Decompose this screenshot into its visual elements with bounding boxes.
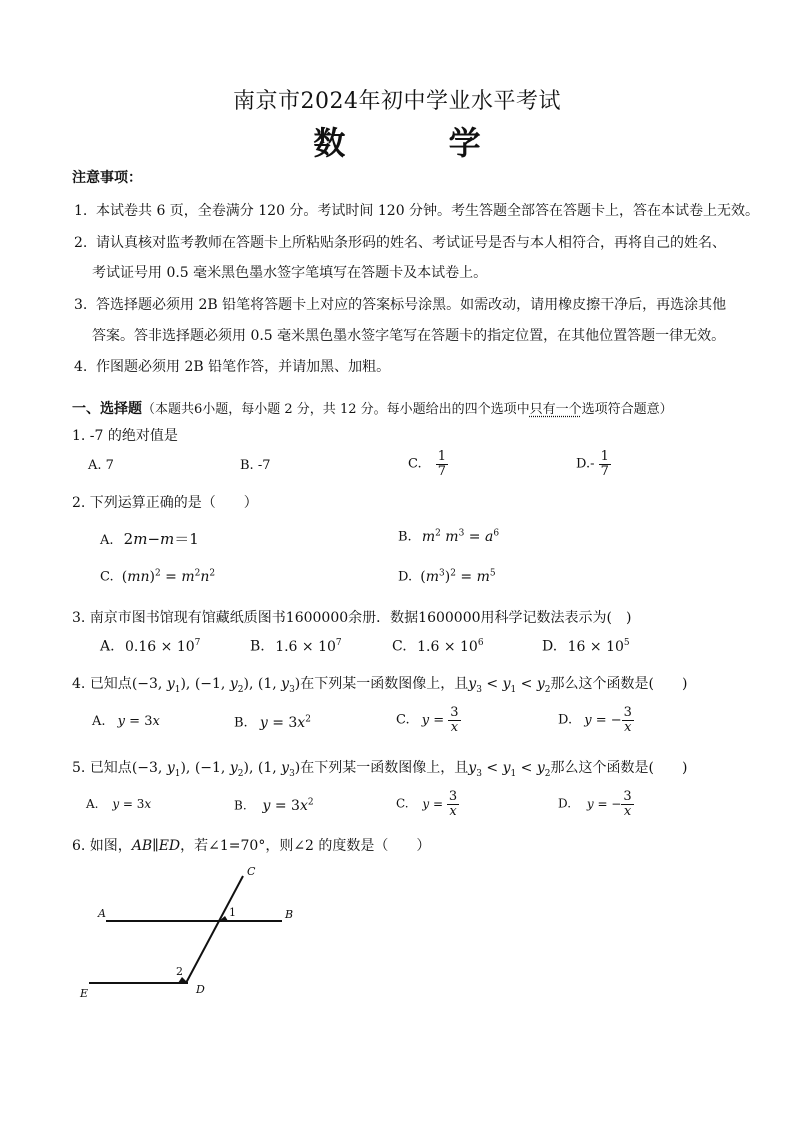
frac-num: 1	[600, 449, 609, 464]
note-item-3-cont: 答案。答非选择题必须用 0.5 毫米黑色墨水签字笔写在答题卡的指定位置，在其他位置答题一律无效。	[92, 328, 726, 344]
q3-option-a-exp: 7	[194, 638, 201, 648]
q3-option-b-exp: 7	[335, 638, 342, 648]
q2-option-d-label: D.	[398, 569, 413, 585]
q5-option-d	[558, 790, 634, 818]
q4-points: (−3, $y_1$), (−1, $y_2$), (1, $y_3$)	[131, 676, 301, 695]
q3-option-d-exp: 5	[623, 638, 630, 648]
q4-tail: 那么这个函数是( )	[550, 676, 688, 692]
q4-option-d-label: D.	[558, 712, 573, 728]
q3-option-c	[392, 638, 484, 655]
q4-option-c-label: C.	[396, 712, 410, 728]
q4-mid: 在下列某一函数图像上，且	[300, 676, 469, 692]
section-instruction-end: 选项符合题意）	[581, 402, 673, 417]
q1-option-c	[408, 450, 448, 478]
q6-figure	[70, 860, 330, 1005]
notes-heading: 注意事项：	[72, 170, 142, 186]
q5-option-d-math: y = − $\frac{3}{x}$	[586, 789, 632, 819]
q1-option-b: B. -7	[240, 458, 271, 473]
q2-option-a-math: 2m−m＝1	[123, 530, 199, 548]
q5-option-b-label: B.	[234, 798, 247, 813]
q5-number: 5.	[72, 760, 86, 776]
q3-option-a	[100, 638, 200, 655]
q1-option-d	[576, 450, 611, 478]
q5-option-c-label: C.	[396, 796, 409, 811]
note-text: 本试卷共 6 页，全卷满分 120 分。考试时间 120 分钟。考生答题全部答在答题卡上，答在本试卷上无效。	[96, 203, 760, 219]
q5-inequality: $y_3 < y_1 < y_2$	[468, 760, 551, 779]
q2-option-d-math: $(m^3)^2 = m^5$	[420, 568, 496, 585]
q2-option-b	[398, 528, 499, 545]
q5-option-b-math: $y = 3x^2$	[262, 797, 314, 814]
q5-option-a-math: y = 3x	[112, 797, 152, 811]
q2-option-a-label: A.	[100, 533, 114, 548]
note-item-3	[74, 294, 726, 314]
q4-stem	[72, 673, 687, 695]
q3-option-c-label: C.	[392, 638, 407, 655]
q2-option-d	[398, 568, 496, 585]
label-e: E	[80, 987, 89, 1000]
q1-option-a: A. 7	[88, 458, 114, 473]
q4-option-b-math: $y = 3x^2$	[259, 714, 311, 731]
q3-option-a-label: A.	[100, 638, 115, 655]
q6-parallel: AB∥ED	[131, 838, 181, 854]
q3-option-b-value: 1.6 × 10	[275, 638, 336, 655]
label-a: A	[98, 907, 106, 920]
q2-option-c	[100, 568, 215, 585]
section-heading	[72, 398, 673, 418]
note-number: 1.	[74, 203, 88, 219]
q3-option-d-label: D.	[542, 638, 558, 655]
q3-stem: 3. 南京市图书馆现有馆藏纸质图书1600000余册．数据1600000用科学记数法表示为( )	[72, 610, 632, 626]
note-item-2	[74, 232, 726, 252]
q1-stem: 1. -7 的绝对值是	[72, 428, 178, 444]
q4-option-c-math: y = $\frac{3}{x}$	[421, 705, 459, 735]
q2-stem: 2. 下列运算正确的是（ ）	[72, 495, 258, 511]
note-item-2-cont: 考试证号用 0.5 毫米黑色墨水签字笔填写在答题卡及本试卷上。	[92, 265, 488, 281]
q2-option-a	[100, 528, 199, 549]
exam-title: 南京市2024年初中学业水平考试	[233, 89, 561, 114]
q4-number: 4.	[72, 676, 86, 692]
q1-fraction-c	[436, 450, 448, 478]
q3-option-d-value: 16 × 10	[567, 638, 624, 655]
q5-points: (−3, $y_1$), (−1, $y_2$), (1, $y_3$)	[131, 760, 301, 779]
section-title: 一、选择题	[72, 401, 142, 417]
q4-lead: 已知点	[89, 676, 132, 692]
q6-stem-lead: 6. 如图，	[72, 838, 132, 854]
q5-option-b	[234, 797, 314, 814]
q5-option-a-label: A.	[86, 797, 99, 811]
q3-option-c-exp: 6	[477, 638, 484, 648]
q5-option-c-math: y = $\frac{3}{x}$	[422, 789, 458, 819]
q3-option-c-value: 1.6 × 10	[417, 638, 478, 655]
frac-den: 7	[437, 463, 447, 479]
q2-option-c-label: C.	[100, 569, 114, 585]
q4-option-a-label: A.	[92, 714, 106, 729]
q4-option-a	[92, 714, 160, 729]
q4-option-a-math: y = 3x	[117, 714, 160, 729]
q2-option-b-label: B.	[398, 529, 412, 545]
q5-option-c	[396, 790, 459, 818]
q3-option-b-label: B.	[250, 638, 265, 655]
q3-option-b	[250, 638, 342, 655]
q3-option-a-value: 0.16 × 10	[125, 638, 195, 655]
subject-title: 数 学	[313, 124, 527, 162]
frac-den: 7	[600, 463, 609, 479]
q4-option-b-label: B.	[234, 715, 248, 731]
line-cd	[186, 876, 243, 983]
q2-option-b-math: $m^2$ $m^3 = a^6$	[421, 528, 500, 545]
note-number: 2.	[74, 235, 88, 251]
q6-stem	[72, 835, 430, 855]
q4-option-d-math: y = − $\frac{3}{x}$	[584, 705, 632, 735]
q6-stem-tail: ，若∠1=70°，则∠2 的度数是（ ）	[180, 838, 431, 854]
q1-fraction-d	[599, 450, 611, 478]
label-angle-2: 2	[176, 965, 183, 978]
q4-option-b	[234, 714, 311, 731]
label-angle-1: 1	[229, 906, 236, 919]
note-item-4	[74, 356, 390, 376]
section-instruction: （本题共6小题，每小题 2 分，共 12 分。每小题给出的四个选项中	[142, 402, 530, 417]
note-text: 请认真核对监考教师在答题卡上所粘贴条形码的姓名、考试证号是否与本人相符合，再将自己的姓名、	[96, 235, 726, 251]
label-d: D	[196, 983, 205, 996]
note-text: 答选择题必须用 2B 铅笔将答题卡上对应的答案标号涂黑。如需改动，请用橡皮擦干净后，再选涂其他	[96, 297, 727, 313]
q1-option-c-label: C.	[408, 456, 422, 472]
q5-tail: 那么这个函数是( )	[550, 760, 688, 776]
q2-option-c-math: $(mn)^2 = m^2n^2$	[121, 568, 216, 585]
q5-lead: 已知点	[89, 760, 132, 776]
q5-mid: 在下列某一函数图像上，且	[300, 760, 469, 776]
label-b: B	[285, 908, 294, 921]
q4-option-c	[396, 706, 461, 734]
q4-option-d	[558, 706, 634, 734]
note-number: 3.	[74, 297, 88, 313]
q1-option-d-label: D.-	[576, 456, 595, 472]
section-instruction-emphasis: 只有一个	[529, 402, 582, 417]
q4-inequality: $y_3 < y_1 < y_2$	[468, 676, 551, 695]
frac-num: 1	[437, 449, 447, 464]
note-item-1	[74, 200, 759, 220]
q3-option-d	[542, 638, 630, 655]
q5-option-d-label: D.	[558, 796, 572, 811]
q5-option-a	[86, 797, 151, 811]
label-c: C	[247, 865, 256, 878]
note-number: 4.	[74, 359, 88, 375]
note-text: 作图题必须用 2B 铅笔作答，并请加黑、加粗。	[96, 359, 391, 375]
q5-stem	[72, 757, 687, 779]
